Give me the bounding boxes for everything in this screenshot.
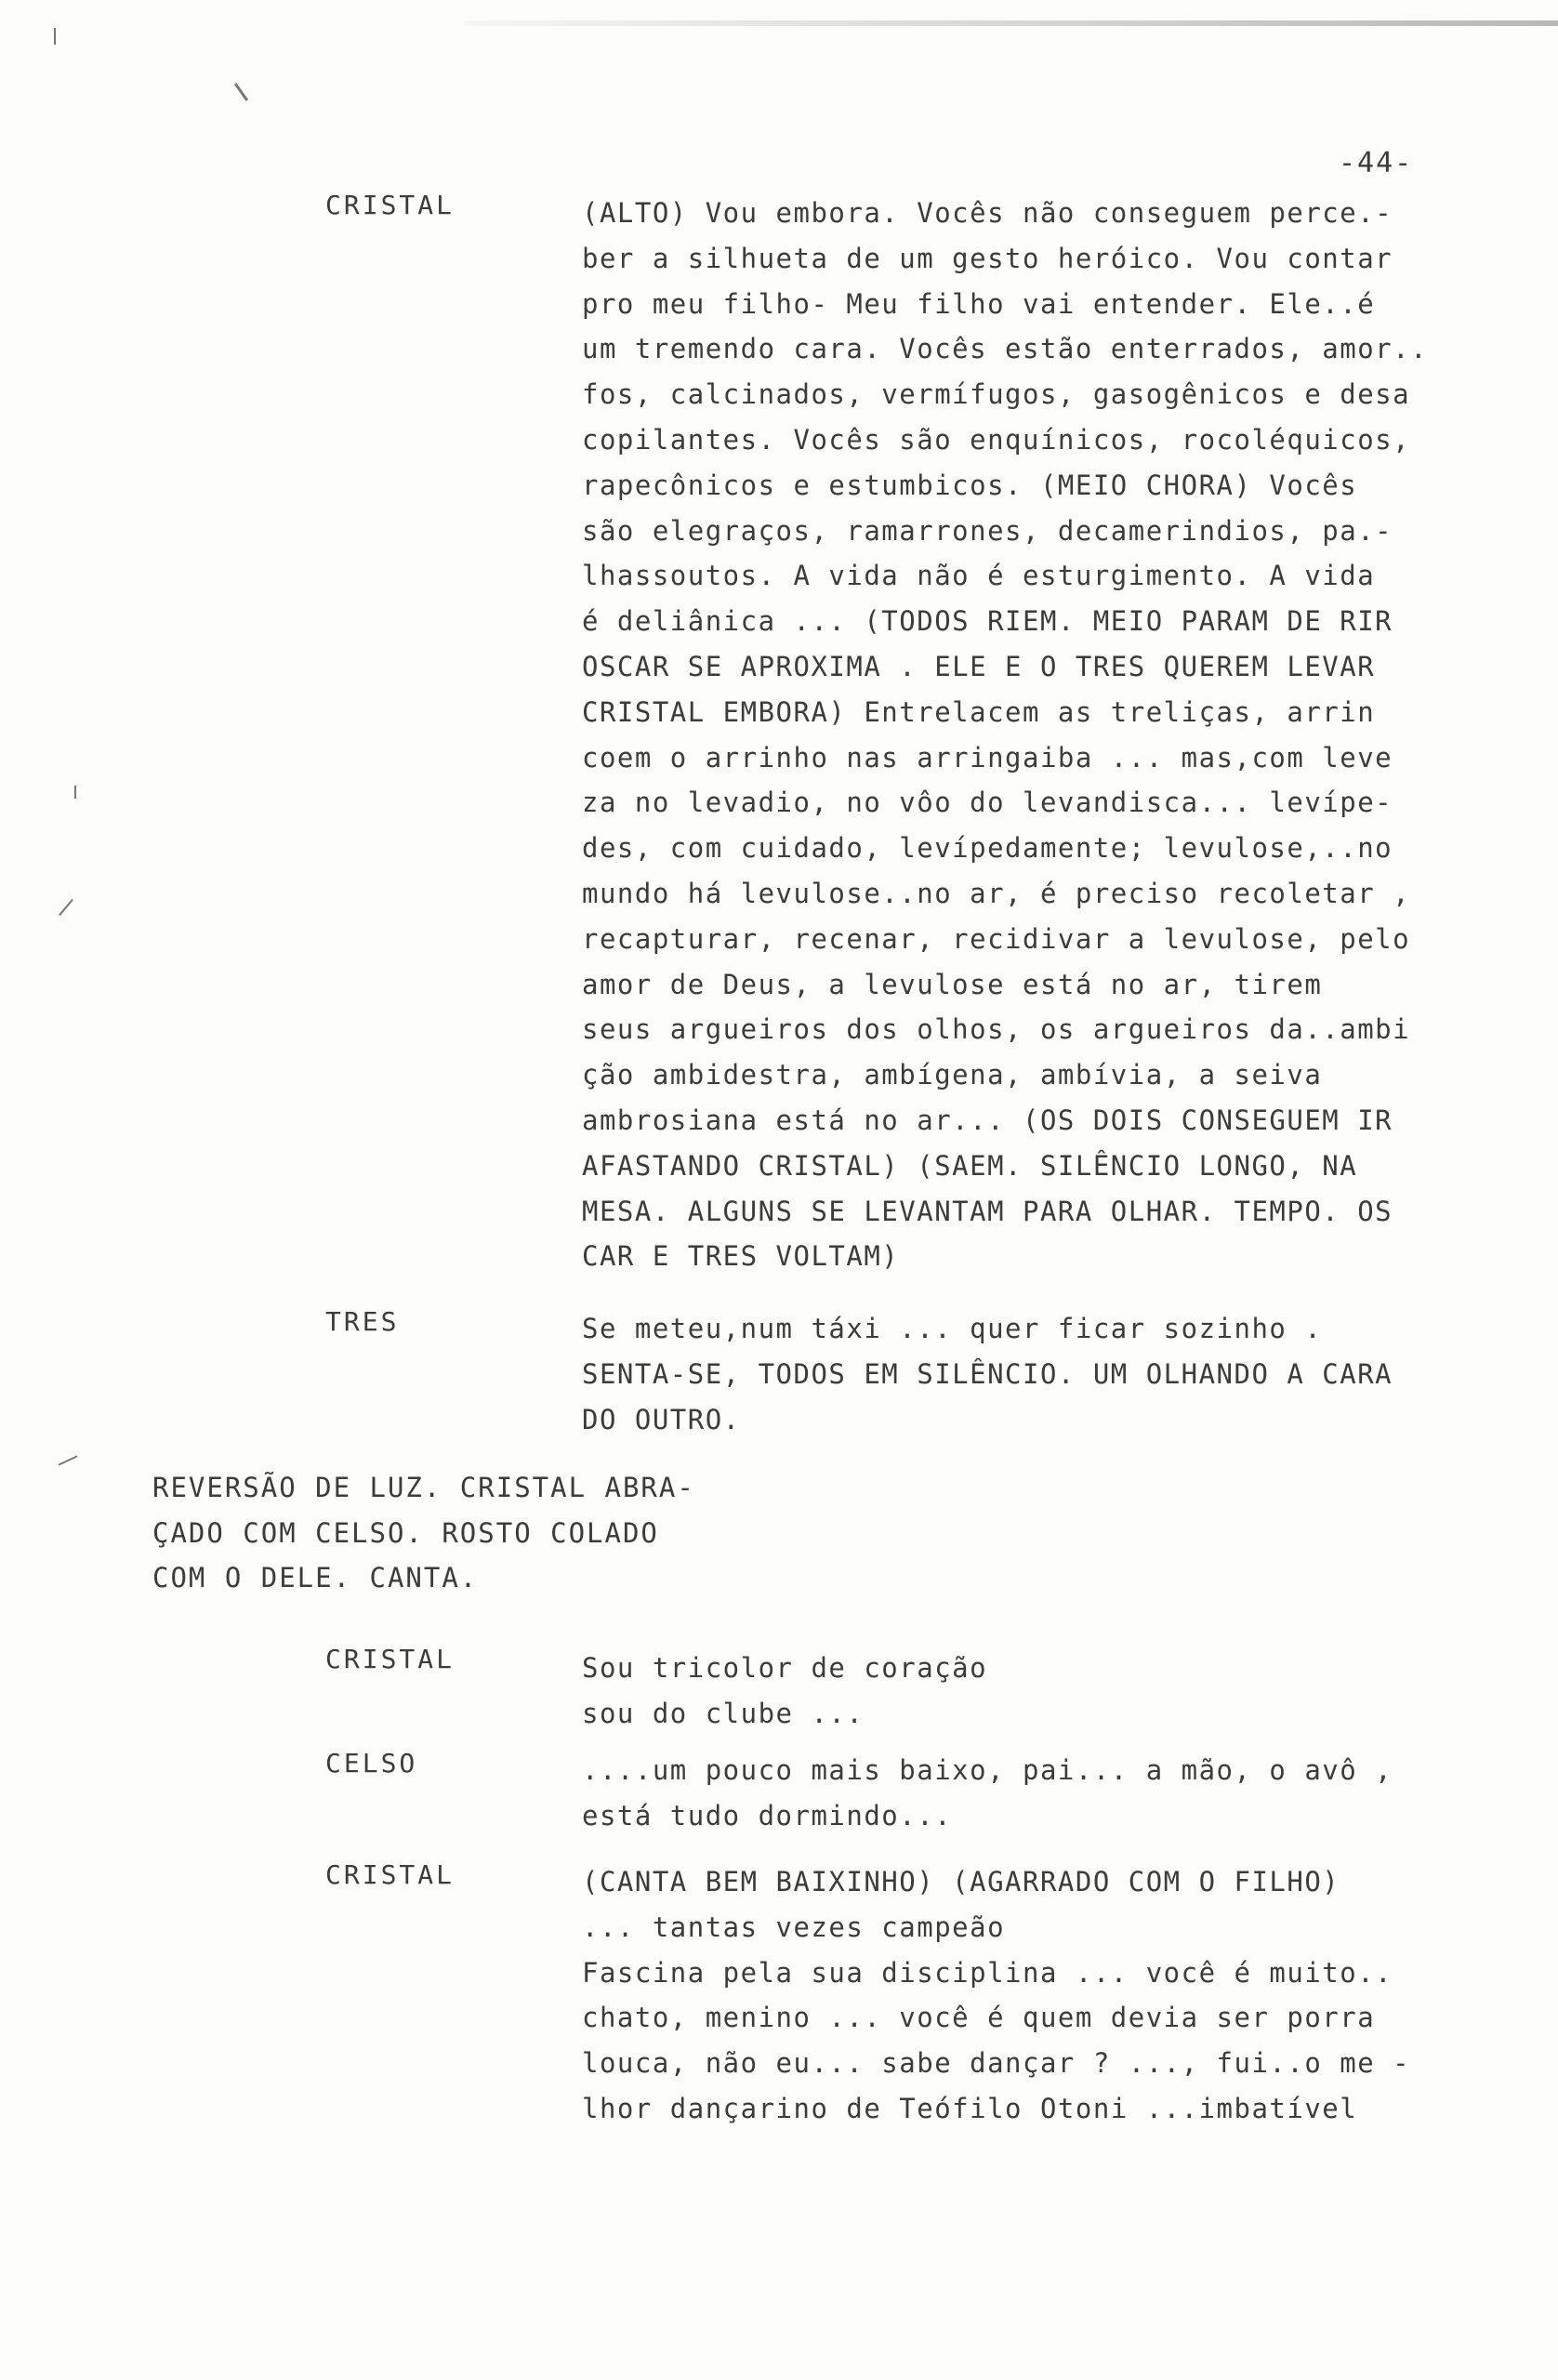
dialogue-line: rapecônicos e estumbicos. (MEIO CHORA) Vocês bbox=[582, 469, 1358, 501]
dialogue-line: SENTA-SE, TODOS EM SILÊNCIO. UM OLHANDO A CARA bbox=[582, 1357, 1393, 1390]
dialogue-text bbox=[582, 1646, 1456, 1737]
dialogue-line: AFASTANDO CRISTAL) (SAEM. SILÊNCIO LONGO, NA bbox=[582, 1149, 1358, 1182]
speaker-name: TRES bbox=[325, 1306, 400, 1337]
dialogue-line: lhassoutos. A vida não é esturgimento. A vida bbox=[582, 560, 1376, 592]
dialogue-line: za no levadio, no vôo do levandisca... levípe- bbox=[582, 787, 1393, 819]
dialogue-line: amor de Deus, a levulose está no ar, tirem bbox=[582, 968, 1323, 1000]
speaker-name: CELSO bbox=[325, 1748, 418, 1778]
dialogue-line: CRISTAL EMBORA) Entrelacem as treliças, arrin bbox=[582, 695, 1376, 728]
dialogue-line: um tremendo cara. Vocês estão enterrados, amor.. bbox=[582, 333, 1429, 365]
speaker-name: CRISTAL bbox=[325, 1859, 456, 1890]
dialogue-line: são elegraços, ramarrones, decamerindios, pa.- bbox=[582, 514, 1393, 547]
dialogue-line: DO OUTRO. bbox=[582, 1403, 741, 1435]
stage-direction bbox=[152, 1465, 695, 1601]
speaker-name: CRISTAL bbox=[325, 190, 456, 220]
dialogue-line: CAR E TRES VOLTAM) bbox=[582, 1240, 900, 1273]
dialogue-line: está tudo dormindo... bbox=[582, 1799, 953, 1831]
speaker-name: CRISTAL bbox=[325, 1644, 456, 1674]
dialogue-line: ambrosiana está no ar... (OS DOIS CONSEGUEM IR bbox=[582, 1104, 1393, 1136]
dialogue-line: OSCAR SE APROXIMA . ELE E O TRES QUEREM LEVAR bbox=[582, 650, 1376, 682]
dialogue-text bbox=[582, 1306, 1456, 1442]
dialogue-line: mundo há levulose..no ar, é preciso recoletar , bbox=[582, 877, 1411, 909]
dialogue-line: coem o arrinho nas arringaiba ... mas,com leve bbox=[582, 741, 1393, 774]
dialogue-line: MESA. ALGUNS SE LEVANTAM PARA OLHAR. TEMPO. OS bbox=[582, 1195, 1393, 1227]
dialogue-line: (ALTO) Vou embora. Vocês não conseguem perce.- bbox=[582, 197, 1393, 229]
stage-direction-line: ÇADO COM CELSO. ROSTO COLADO bbox=[152, 1516, 659, 1549]
dialogue-line: louca, não eu... sabe dançar ? ..., fui..o me - bbox=[582, 2047, 1411, 2080]
dialogue-line: chato, menino ... você é quem devia ser porra bbox=[582, 2002, 1376, 2034]
dialogue-line: Fascina pela sua disciplina ... você é muito.. bbox=[582, 1956, 1393, 1989]
dialogue-text bbox=[582, 1748, 1456, 1839]
dialogue-line: é deliânica ... (TODOS RIEM. MEIO PARAM DE RIR bbox=[582, 605, 1393, 638]
scan-speck bbox=[234, 83, 248, 101]
dialogue-line: Sou tricolor de coração bbox=[582, 1652, 988, 1684]
dialogue-line: seus argueiros dos olhos, os argueiros da..ambi bbox=[582, 1013, 1411, 1046]
page-number: -44- bbox=[1339, 147, 1414, 179]
dialogue-line: copilantes. Vocês são enquínicos, rocoléquicos, bbox=[582, 423, 1411, 456]
stage-direction-line: COM O DELE. CANTA. bbox=[152, 1562, 479, 1593]
dialogue-line: recapturar, recenar, recidivar a levulose, pelo bbox=[582, 922, 1411, 955]
dialogue-line: ber a silhueta de um gesto heróico. Vou contar bbox=[582, 242, 1393, 274]
dialogue-line: (CANTA BEM BAIXINHO) (AGARRADO COM O FILHO) bbox=[582, 1866, 1340, 1897]
scan-speck bbox=[59, 1455, 78, 1465]
scan-speck bbox=[74, 786, 76, 799]
dialogue-line: Se meteu,num táxi ... quer ficar sozinho . bbox=[582, 1313, 1323, 1344]
dialogue-line: ....um pouco mais baixo, pai... a mão, o avô , bbox=[582, 1754, 1393, 1786]
dialogue-text bbox=[582, 1859, 1456, 2132]
dialogue-line: ... tantas vezes campeão bbox=[582, 1911, 1006, 1943]
dialogue-line: lhor dançarino de Teófilo Otoni ...imbatível bbox=[582, 2092, 1358, 2124]
dialogue-line: des, com cuidado, levípedamente; levulose,..no bbox=[582, 832, 1393, 865]
dialogue-line: ção ambidestra, ambígena, ambívia, a seiva bbox=[582, 1059, 1323, 1091]
dialogue-line: sou do clube ... bbox=[582, 1697, 865, 1729]
scan-speck bbox=[59, 899, 73, 916]
scan-edge-line bbox=[465, 20, 1558, 26]
dialogue-line: pro meu filho- Meu filho vai entender. Ele..é bbox=[582, 287, 1376, 320]
stage-direction-line: REVERSÃO DE LUZ. CRISTAL ABRA- bbox=[152, 1472, 695, 1503]
scan-speck bbox=[54, 28, 56, 45]
dialogue-line: fos, calcinados, vermífugos, gasogênicos e desa bbox=[582, 378, 1411, 411]
dialogue-text bbox=[582, 191, 1456, 1279]
